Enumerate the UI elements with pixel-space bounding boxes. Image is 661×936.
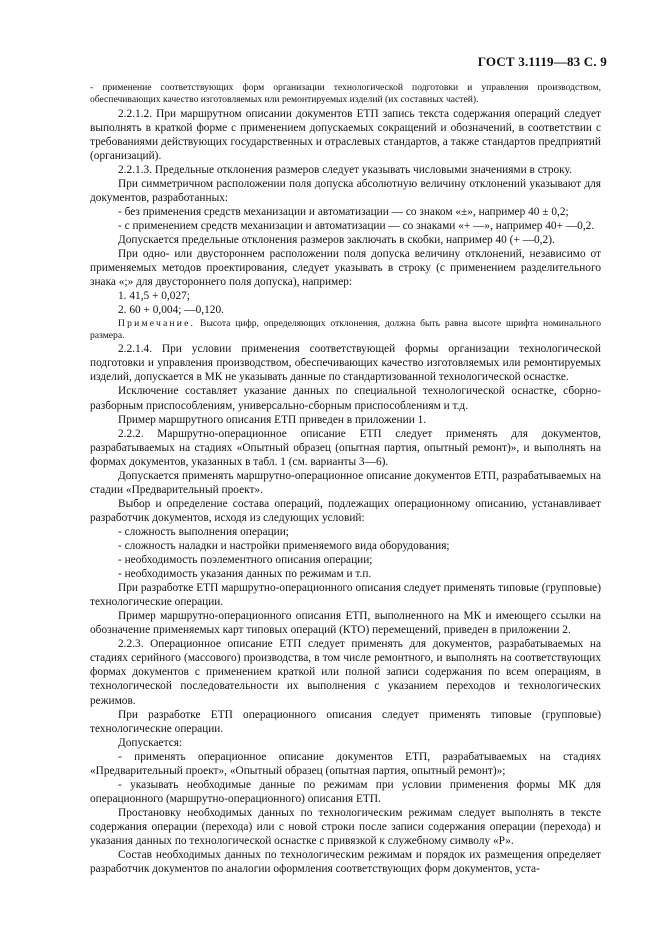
note-paragraph: - применение соответствующих форм организации технологической подготовки и управления производством, обеспечивающих качество изготовляемых или ремонтируемых изделий (их составных частей).	[90, 82, 601, 106]
paragraph: Пример маршрутного описания ЕТП приведен в приложении 1.	[118, 413, 427, 426]
paragraph: 2.2.3. Операционное описание ЕТП следует применять для документов, разрабатываемых на стадиях серийного (массового) производства, в том числе ремонтного, и выполнять на соответствующих формах документов с применением краткой или полной записи содержания по всем операциям, в технологической последовательности их выполнения с указанием переходов и технологических режимов.	[90, 638, 601, 707]
paragraph: - применять операционное описание документов ЕТП, разрабатываемых на стадиях «Предварительный проект», «Опытный образец (опытная партия, опытный ремонт)»;	[90, 750, 601, 777]
paragraph: При разработке ЕТП операционного описания следует применять типовые (групповые) технологические операции.	[90, 708, 601, 735]
paragraph: Выбор и определение состава операций, подлежащих операционному описанию, устанавливает разработчик документов, исходя из следующих условий:	[90, 497, 601, 524]
paragraph: Простановку необходимых данных по технологическим режимам следует выполнять в тексте содержания операции (перехода) или с новой строки после записи содержания операции (перехода) и указания данных по технологической оснастке с привязкой к служебному символу «Р».	[90, 806, 601, 847]
paragraph: При симметричном расположении поля допуска абсолютную величину отклонений указывают для документов, разработанных:	[90, 178, 601, 205]
note-lead-word: Примечание.	[118, 317, 196, 329]
paragraph: Пример маршрутно-операционного описания ЕТП, выполненного на МК и имеющего ссылки на обозначение применяемых карт типовых операций (КТО) перемещений, приведен в приложении 2.	[90, 610, 601, 637]
paragraph: Допускается предельные отклонения размеров заключать в скобки, например 40 (+ —0,2).	[118, 234, 555, 247]
paragraph: При разработке ЕТП маршрутно-операционного описания следует применять типовые (групповые) технологические операции.	[90, 582, 601, 609]
paragraph: - указывать необходимые данные по режимам при условии применения формы МК для операционного (маршрутно-операционного) описания ЕТП.	[90, 778, 601, 805]
document-body	[90, 82, 601, 876]
paragraph: - необходимость указания данных по режимам и т.п.	[118, 568, 372, 581]
paragraph: 2. 60 + 0,004; —0,120.	[118, 304, 224, 317]
paragraph: - сложность наладки и настройки применяемого вида оборудования;	[118, 539, 450, 552]
paragraph: 2.2.1.3. Предельные отклонения размеров следует указывать числовыми значениями в строку.	[118, 164, 572, 176]
paragraph: Исключение составляет указание данных по специальной технологической оснастке, сборно-разборным приспособлениям, универсально-сборным приспособлениям и т.д.	[90, 385, 601, 412]
paragraph: 2.2.1.4. При условии применения соответствующей формы организации технологической подготовки и управления производством, обеспечивающих качество изготовляемых или ремонтируемых изделий, допускается в МК не указывать данные по стандартизованной технологической оснастке.	[90, 343, 601, 384]
note-paragraph: Примечание. Высота цифр, определяющих отклонения, должна быть равна высоте шрифта номинального размера.	[90, 317, 601, 341]
paragraph: - необходимость поэлементного описания операции;	[118, 554, 373, 567]
paragraph: 2.2.2. Маршрутно-операционное описание ЕТП следует применять для документов, разрабатываемых на стадиях «Опытный образец (опытная партия, опытный ремонт)», и выполнять на формах документов, указанных в табл. 1 (см. варианты 3—6).	[90, 427, 601, 468]
paragraph: - без применения средств механизации и автоматизации — со знаком «±», например 40 ± 0,2;	[118, 206, 569, 219]
page-header: ГОСТ 3.1119—83 С. 9	[477, 54, 607, 69]
paragraph: 2.2.1.2. При маршрутном описании документов ЕТП запись текста содержания операций следует выполнять в краткой форме с применением допускаемых сокращений и обозначений, в соответствии с требованиями действующих государственных и отраслевых стандартов, а также стандартов предприятий (организаций).	[90, 107, 601, 162]
paragraph: - сложность выполнения операции;	[118, 525, 289, 538]
paragraph: Допускается применять маршрутно-операционное описание документов ЕТП, разрабатываемых на стадии «Предварительный проект».	[90, 469, 601, 496]
paragraph: 1. 41,5 + 0,027;	[118, 290, 190, 303]
paragraph: Допускается:	[118, 736, 183, 749]
paragraph: При одно- или двустороннем расположении поля допуска величину отклонений, независимо от применяемых методов проектирования, следует указывать в строку (с применением разделительного знака «;» для двустороннего поля допуска), например:	[90, 248, 601, 289]
paragraph: - с применением средств механизации и автоматизации — со знаками «+ —», например 40+ —0,2.	[118, 220, 595, 233]
paragraph: Состав необходимых данных по технологическим режимам и порядок их размещения определяет разработчик документов по аналогии оформления соответствующих форм документов, уста-	[90, 849, 601, 876]
